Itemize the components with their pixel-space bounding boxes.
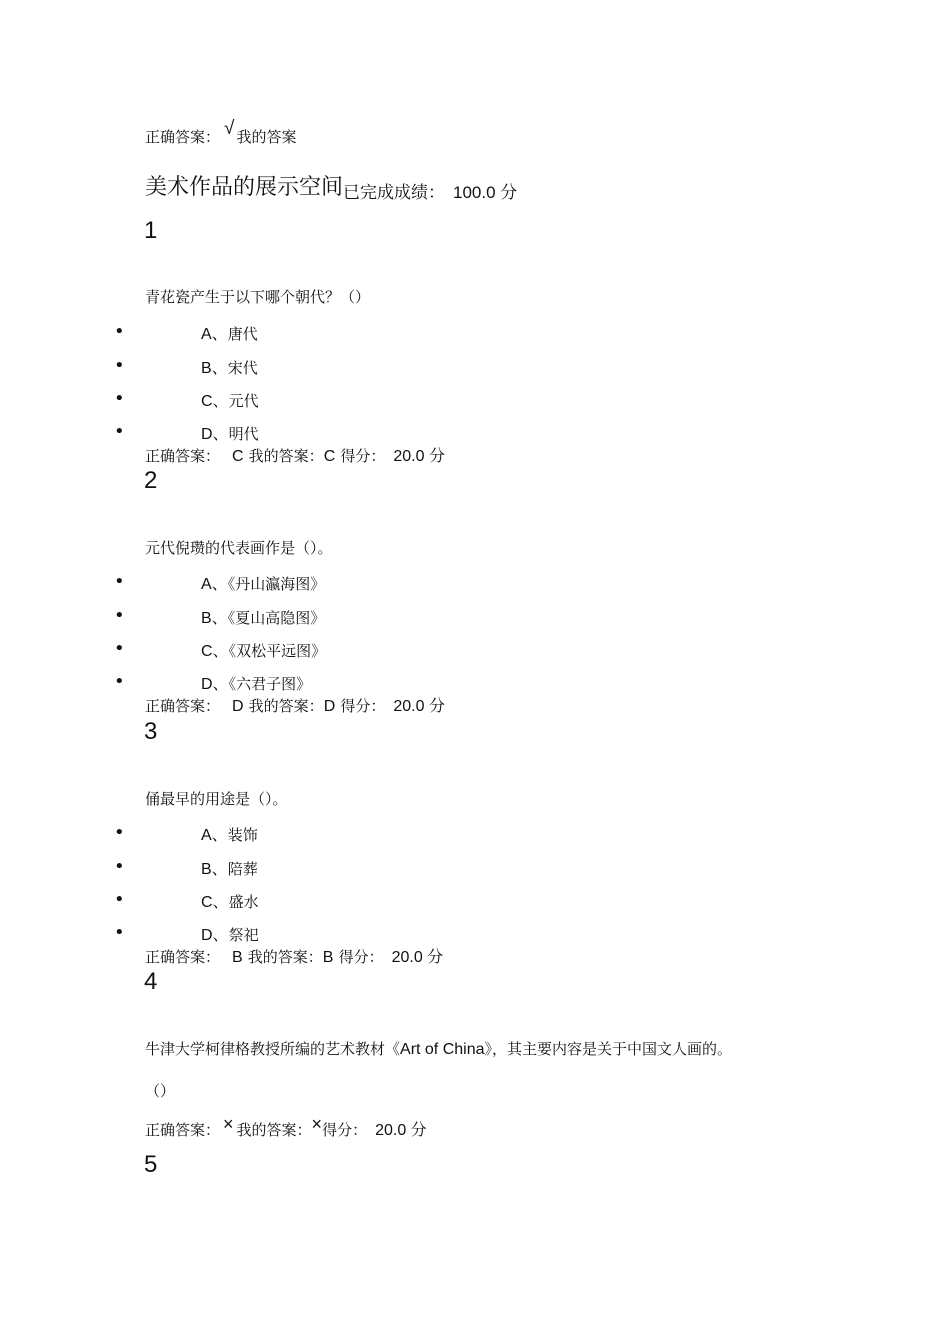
question-number: 5	[144, 1151, 158, 1178]
score-label: 得分：	[338, 948, 384, 966]
question-score: 20.0 分	[391, 949, 444, 966]
bullet: •	[114, 638, 125, 659]
question-number: 3	[144, 718, 158, 745]
question-number: 2	[144, 467, 158, 494]
option-text: 《夏山高隐图》	[227, 609, 326, 627]
option-a[interactable]	[201, 321, 258, 344]
bullet: •	[114, 605, 125, 626]
option-b[interactable]	[201, 856, 258, 879]
page-header	[145, 170, 517, 201]
correct-answer-label: 正确答案：	[145, 1121, 221, 1139]
my-answer-label: 我的答案：	[248, 697, 324, 715]
option-a[interactable]	[201, 822, 258, 845]
option-c[interactable]	[201, 889, 259, 912]
option-letter: D、	[201, 426, 229, 443]
bullet: •	[114, 355, 125, 376]
option-text: 宋代	[227, 359, 258, 377]
option-letter: A、	[201, 576, 228, 593]
score-label: 得分：	[322, 1121, 368, 1139]
bullet: •	[114, 388, 125, 409]
option-letter: B、	[201, 861, 228, 878]
option-letter: C、	[201, 894, 229, 911]
my-answer-label: 我的答案：	[248, 447, 324, 465]
my-answer-label: 我的答案：	[236, 1121, 312, 1139]
correct-answer-label: 正确答案：	[145, 697, 221, 715]
prev-my-answer-label: 我的答案	[236, 128, 297, 146]
question-number: 4	[144, 968, 158, 995]
score-label: 得分：	[340, 447, 386, 465]
answer-result	[145, 1114, 427, 1140]
question-text: 元代倪瓒的代表画作是（）。	[145, 539, 333, 557]
option-a[interactable]	[201, 571, 325, 594]
option-b[interactable]	[201, 355, 258, 378]
my-answer: B	[322, 949, 334, 966]
cross-icon: ×	[223, 1114, 234, 1134]
option-letter: A、	[201, 827, 228, 844]
option-c[interactable]	[201, 388, 259, 411]
bullet: •	[114, 671, 125, 692]
option-letter: C、	[201, 643, 229, 660]
total-score: 100.0 分	[453, 183, 518, 202]
score-label: 得分：	[340, 697, 386, 715]
bullet: •	[114, 421, 125, 442]
answer-blank: （）	[145, 1082, 176, 1100]
option-text: 唐代	[227, 325, 258, 343]
option-d[interactable]	[201, 421, 259, 444]
question-text-latin: Art of China	[400, 1041, 485, 1058]
bullet: •	[114, 922, 125, 943]
option-d[interactable]	[201, 671, 311, 694]
option-text: 元代	[228, 392, 259, 410]
bullet: •	[114, 856, 125, 877]
cross-icon: ×	[311, 1114, 323, 1134]
bullet: •	[114, 889, 125, 910]
option-b[interactable]	[201, 605, 325, 628]
prev-answer-line	[145, 118, 297, 148]
answer-result	[145, 443, 445, 466]
option-text: 祭祀	[228, 926, 259, 944]
option-letter: D、	[201, 676, 229, 693]
question-text: 青花瓷产生于以下哪个朝代？（）	[145, 288, 371, 306]
question-text-before: 牛津大学柯律格教授所编的艺术教材《	[145, 1040, 401, 1058]
bullet: •	[114, 321, 125, 342]
check-icon: √	[224, 118, 235, 139]
option-text: 陪葬	[227, 860, 258, 878]
option-letter: B、	[201, 610, 228, 627]
answer-result	[145, 944, 443, 967]
option-letter: B、	[201, 360, 228, 377]
correct-answer-label: 正确答案：	[145, 948, 221, 966]
correct-answer: B	[232, 949, 243, 966]
bullet: •	[114, 822, 125, 843]
option-text: 盛水	[228, 893, 259, 911]
option-text: 《丹山瀛海图》	[227, 575, 326, 593]
bullet: •	[114, 571, 125, 592]
correct-answer: D	[232, 698, 244, 715]
question-text-after: 》，其主要内容是关于中国文人画的。	[484, 1040, 733, 1058]
option-text: 明代	[228, 425, 259, 443]
option-c[interactable]	[201, 638, 326, 661]
prev-correct-label: 正确答案：	[145, 128, 221, 146]
my-answer: C	[323, 448, 336, 465]
page-title: 美术作品的展示空间	[145, 175, 344, 200]
my-answer: D	[323, 698, 336, 715]
question-text: 俑最早的用途是（）。	[145, 790, 288, 808]
correct-answer-label: 正确答案：	[145, 447, 221, 465]
question-score: 20.0 分	[393, 698, 445, 715]
my-answer-label: 我的答案：	[247, 948, 323, 966]
option-d[interactable]	[201, 922, 259, 945]
option-letter: A、	[201, 326, 228, 343]
option-text: 装饰	[227, 826, 258, 844]
question-text	[145, 1038, 732, 1059]
correct-answer: C	[232, 448, 244, 465]
status-label: 已完成成绩：	[343, 183, 446, 203]
answer-result	[145, 693, 445, 716]
question-score: 20.0 分	[375, 1122, 427, 1139]
option-text: 《六君子图》	[228, 675, 312, 693]
question-score: 20.0 分	[393, 448, 445, 465]
question-number: 1	[144, 217, 158, 244]
option-letter: C、	[201, 393, 229, 410]
option-letter: D、	[201, 927, 229, 944]
option-text: 《双松平远图》	[228, 642, 327, 660]
